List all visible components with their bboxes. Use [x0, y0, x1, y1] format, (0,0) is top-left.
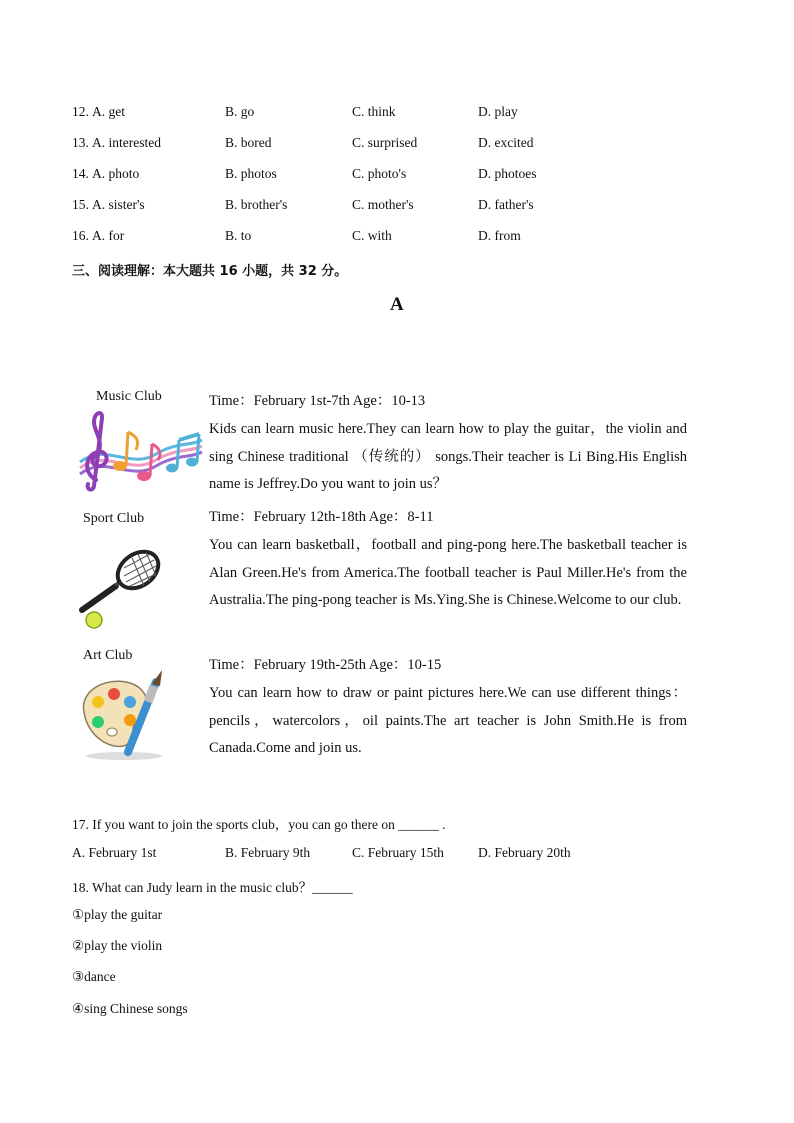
question-16-number: 16.: [72, 228, 89, 243]
option-b: B. brother's: [225, 197, 288, 212]
option-c: C. February 15th: [352, 845, 444, 860]
option-d: D. from: [478, 228, 521, 243]
sport-club-time: Time：February 12th-18th Age：8-11: [209, 509, 434, 525]
list-item: ③dance: [72, 969, 116, 984]
option-a: A. February 1st: [72, 845, 157, 860]
option-d: D. play: [478, 104, 518, 119]
question-12-number: 12.: [72, 104, 89, 119]
question-13-number: 13.: [72, 135, 89, 150]
music-notes-icon: [76, 410, 206, 494]
paint-palette-icon: [76, 668, 168, 762]
option-b: B. bored: [225, 135, 272, 150]
art-club-body: You can learn how to draw or paint pictures here.We can use different things：pencils，watercolors，oil paints.The art teacher is John Smith.He is from Canada.Come and join us.: [209, 684, 687, 757]
music-club-time: Time：February 1st-7th Age：10-13: [209, 393, 426, 409]
list-item: ①play the guitar: [72, 907, 163, 922]
option-b: B. photos: [225, 166, 277, 181]
option-c: C. mother's: [352, 197, 414, 212]
option-d: D. February 20th: [478, 845, 571, 860]
art-club-time: Time：February 19th-25th Age：10-15: [209, 657, 442, 673]
music-club-label: Music Club: [96, 389, 162, 404]
question-17-stem: 17. If you want to join the sports club，you can go there on ______ .: [72, 817, 446, 832]
option-d: D. photoes: [478, 166, 537, 181]
option-a: A. sister's: [92, 197, 145, 212]
list-item: ④sing Chinese songs: [72, 1001, 188, 1016]
sport-club-body: You can learn basketball，football and ping-pong here.The basketball teacher is Alan Green.He's from America.The football teacher is Paul Miller.He's from the Australia.The ping-pong teacher is Ms.Ying.She is Chinese.Welcome to our club.: [209, 536, 687, 609]
sport-club-label: Sport Club: [83, 511, 145, 526]
music-club-text: [209, 388, 687, 499]
tennis-racket-icon: [76, 548, 166, 632]
option-b: B. go: [225, 104, 255, 119]
music-club-body: Kids can learn music here.They can learn how to play the guitar，the violin and sing Chinese traditional （传统的） songs.Their teacher is Li Bing.His English name is Jeffrey.Do you want to join us？: [209, 420, 687, 493]
option-a: A. get: [92, 104, 125, 119]
option-b: B. to: [225, 228, 252, 243]
section-heading: 三、阅读理解：本大题共 16 小题，共 32 分。: [72, 264, 348, 279]
option-d: D. father's: [478, 197, 534, 212]
option-d: D. excited: [478, 135, 534, 150]
option-c: C. photo's: [352, 166, 407, 181]
option-a: A. interested: [92, 135, 161, 150]
option-b: B. February 9th: [225, 845, 311, 860]
question-15-number: 15.: [72, 197, 89, 212]
question-14-number: 14.: [72, 166, 89, 181]
option-c: C. surprised: [352, 135, 418, 150]
sport-club-text: [209, 504, 687, 615]
option-c: C. think: [352, 104, 396, 119]
option-c: C. with: [352, 228, 392, 243]
art-club-label: Art Club: [83, 648, 133, 663]
option-a: A. photo: [92, 166, 140, 181]
question-18-stem: 18. What can Judy learn in the music club？______: [72, 880, 353, 895]
list-item: ②play the violin: [72, 938, 163, 953]
art-club-text: [209, 652, 687, 763]
option-a: A. for: [92, 228, 125, 243]
passage-label: A: [390, 294, 404, 315]
